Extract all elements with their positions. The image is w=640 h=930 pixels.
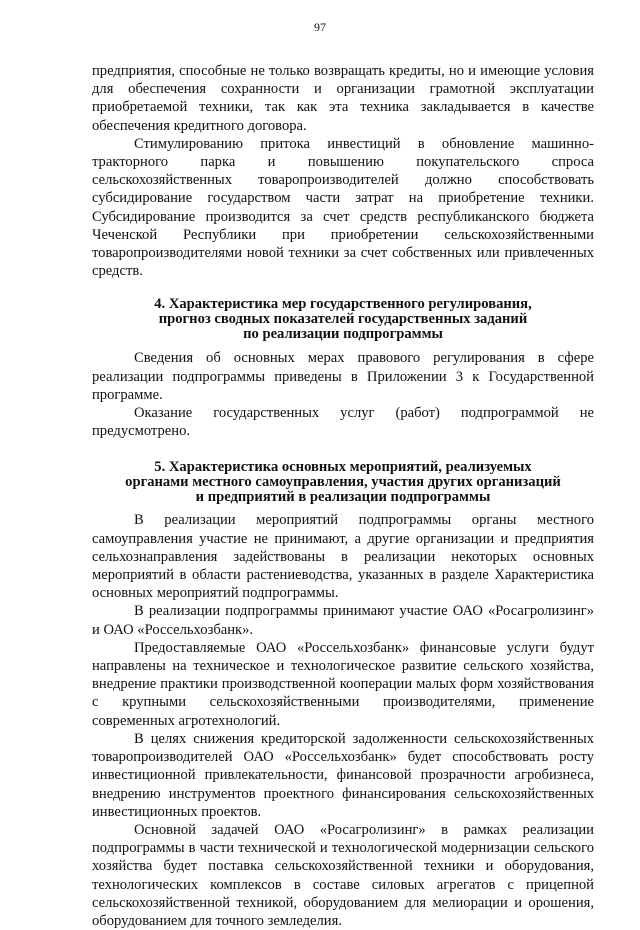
section-heading-line: и предприятий в реализации подпрограммы — [195, 489, 491, 506]
section-heading-line: 5. Характеристика основных мероприятий, реализуемых — [154, 459, 532, 476]
paragraph: Предоставляемые ОАО «Россельхозбанк» финансовые услуги будут направлены на техническое и технологическое развитие сельского хозяйства, внедрение практики производственной кооперации малых форм хозяйствования с крупными сельскохозяйственными производителями, применение современных агротехнологий. — [92, 639, 594, 729]
paragraph: В реализации подпрограммы принимают участие ОАО «Росагролизинг» и ОАО «Россельхозбанк». — [92, 603, 594, 638]
section-heading-line: по реализации подпрограммы — [243, 326, 443, 343]
section-heading-5 — [92, 460, 594, 505]
section-heading-4 — [92, 297, 594, 342]
paragraph: Основной задачей ОАО «Росагролизинг» в рамках реализации подпрограммы в части технической и технологической модернизации сельского хозяйства будет поставка сельскохозяйственной техники и оборудования, технологических комплексов в составе силовых агрегатов с прицепной сельскохозяйственной техникой, оборудованием для мелиорации и орошения, оборудованием для точного земледелия. — [92, 821, 594, 929]
paragraph: предприятия, способные не только возвращать кредиты, но и имеющие условия для обеспечения сохранности и организации грамотной эксплуатации приобретаемой техники, так как эта техника закладывается в качестве обеспечения кредитного договора. — [92, 63, 594, 134]
paragraph: Оказание государственных услуг (работ) подпрограммой не предусмотрено. — [92, 405, 594, 440]
paragraph: Сведения об основных мерах правового регулирования в сфере реализации подпрограммы приведены в Приложении 3 к Государственной программе. — [92, 350, 594, 403]
section-heading-line: прогноз сводных показателей государственных заданий — [158, 311, 528, 328]
paragraph: Стимулированию притока инвестиций в обновление машинно-тракторного парка и повышению покупательского спроса сельскохозяйственных товаропроизводителей должно способствовать субсидирование государством части затрат на приобретение техники. Субсидирование производится за счет средств республиканского бюджета Чеченской Республики при приобретении сельскохозяйственными товаропроизводителями новой техники за счет собственных или привлеченных средств. — [92, 135, 594, 280]
paragraph: В реализации мероприятий подпрограммы органы местного самоуправления участие не принимают, а другие организации и предприятия сельхознаправления задействованы в реализации некоторых основных мероприятий в области растениеводства, указанных в разделе Характеристика основных мероприятий подпрограммы. — [92, 512, 594, 602]
section-heading-line: 4. Характеристика мер государственного регулирования, — [154, 296, 532, 313]
paragraph: В целях снижения кредиторской задолженности сельскохозяйственных товаропроизводителей ОАО «Россельхозбанк» будет способствовать росту инвестиционной привлекательности, финансовой прозрачности агробизнеса, внедрению инструментов проектного финансирования сельскохозяйственных инвестиционных проектов. — [92, 730, 594, 820]
page-number: 97 — [314, 20, 326, 34]
page-body — [92, 62, 594, 930]
section-heading-line: органами местного самоуправления, участия других организаций — [125, 474, 561, 491]
